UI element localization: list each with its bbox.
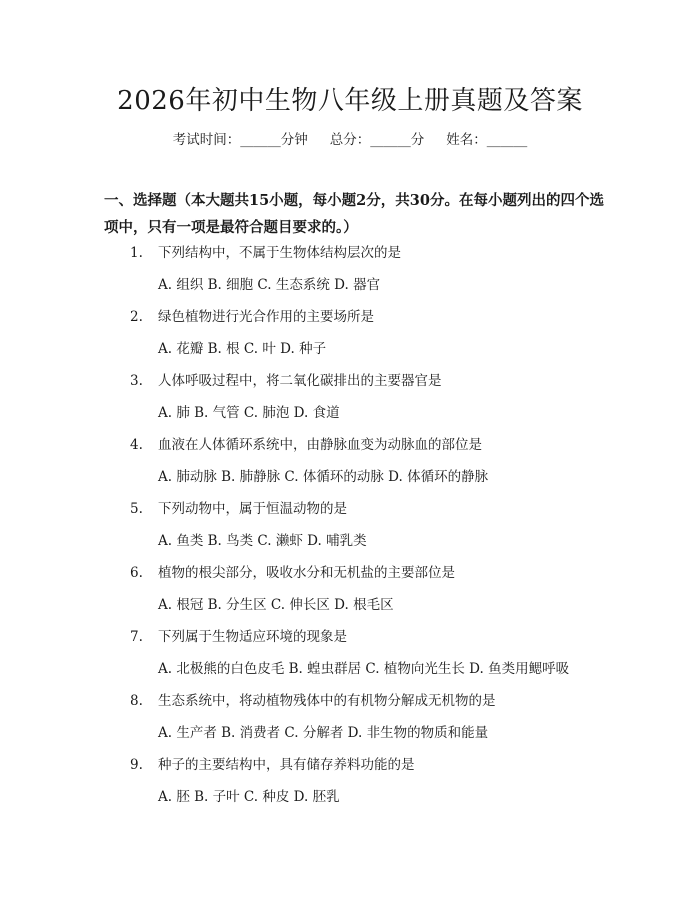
- question-4-options: A. 肺动脉 B. 肺静脉 C. 体循环的动脉 D. 体循环的静脉: [158, 469, 489, 485]
- question-number: 1.: [130, 245, 143, 261]
- question-text: 下列属于生物适应环境的现象是: [158, 629, 347, 645]
- question-7: [130, 627, 610, 647]
- question-3: [130, 371, 610, 391]
- question-8: [130, 691, 610, 711]
- question-8-options: A. 生产者 B. 消费者 C. 分解者 D. 非生物的物质和能量: [158, 725, 489, 741]
- question-4: [130, 435, 610, 455]
- question-2-options: A. 花瓣 B. 根 C. 叶 D. 种子: [158, 341, 327, 357]
- question-text: 生态系统中，将动植物残体中的有机物分解成无机物的是: [158, 693, 496, 709]
- question-6: [130, 563, 610, 583]
- student-name-field: 姓名：______: [446, 132, 528, 148]
- question-number: 6.: [130, 565, 143, 581]
- question-2: [130, 307, 610, 327]
- question-text: 下列动物中，属于恒温动物的是: [158, 501, 347, 517]
- question-text: 绿色植物进行光合作用的主要场所是: [158, 309, 374, 325]
- question-9-options: A. 胚 B. 子叶 C. 种皮 D. 胚乳: [158, 789, 340, 805]
- question-6-options: A. 根冠 B. 分生区 C. 伸长区 D. 根毛区: [158, 597, 394, 613]
- question-text: 植物的根尖部分，吸收水分和无机盐的主要部位是: [158, 565, 455, 581]
- question-5-options: A. 鱼类 B. 鸟类 C. 濑虾 D. 哺乳类: [158, 533, 367, 549]
- question-number: 4.: [130, 437, 143, 453]
- question-number: 8.: [130, 693, 143, 709]
- question-text: 种子的主要结构中，具有储存养料功能的是: [158, 757, 415, 773]
- question-number: 5.: [130, 501, 143, 517]
- question-text: 下列结构中，不属于生物体结构层次的是: [158, 245, 401, 261]
- question-text: 血液在人体循环系统中，由静脉血变为动脉血的部位是: [158, 437, 482, 453]
- question-number: 7.: [130, 629, 143, 645]
- question-number: 2.: [130, 309, 143, 325]
- question-3-options: A. 肺 B. 气管 C. 肺泡 D. 食道: [158, 405, 340, 421]
- question-1-options: A. 组织 B. 细胞 C. 生态系统 D. 器官: [158, 277, 381, 293]
- question-text: 人体呼吸过程中，将二氧化碳排出的主要器官是: [158, 373, 442, 389]
- section-heading: 一、选择题（本大题共15小题，每小题2分，共30分。在每小题列出的四个选项中，只有一项是最符合题目要求的。）: [104, 192, 604, 236]
- question-7-options: A. 北极熊的白色皮毛 B. 蝗虫群居 C. 植物向光生长 D. 鱼类用鳃呼吸: [158, 661, 570, 677]
- question-1: [130, 243, 610, 263]
- exam-meta: [0, 130, 700, 150]
- total-score-field: 总分：______分: [329, 132, 425, 148]
- question-number: 3.: [130, 373, 143, 389]
- question-number: 9.: [130, 757, 143, 773]
- page-title: 2026年初中生物八年级上册真题及答案: [117, 86, 583, 116]
- exam-time-field: 考试时间：______分钟: [172, 132, 308, 148]
- question-5: [130, 499, 610, 519]
- question-9: [130, 755, 610, 775]
